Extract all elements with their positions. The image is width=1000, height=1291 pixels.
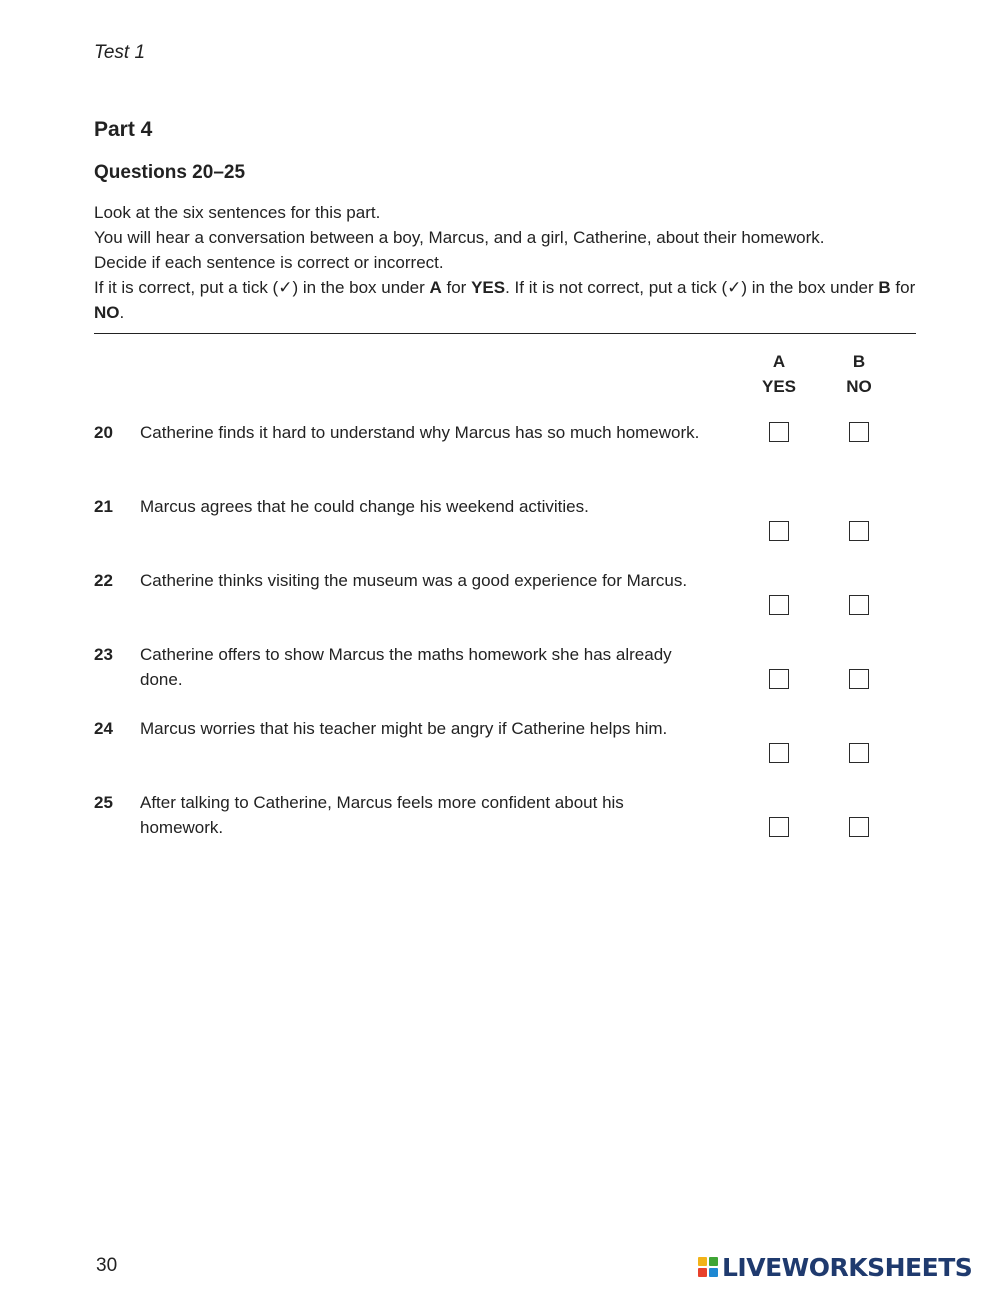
running-head: Test 1 xyxy=(94,42,146,63)
question-text: After talking to Catherine, Marcus feels more confident about his homework. xyxy=(140,793,624,837)
answer-box-no[interactable] xyxy=(849,669,869,689)
liveworksheets-logo xyxy=(698,1252,972,1282)
question-number: 20 xyxy=(94,423,113,442)
answer-box-yes[interactable] xyxy=(769,521,789,541)
instruction-line-1: Look at the six sentences for this part. xyxy=(94,203,381,222)
answer-box-no[interactable] xyxy=(849,521,869,541)
questions-range-title: Questions 20–25 xyxy=(94,162,246,183)
question-number: 21 xyxy=(94,497,113,516)
instruction-text: If it is correct, put a tick (✓) in the box under xyxy=(94,278,430,297)
instructions xyxy=(94,200,924,325)
logo-text: LIVEWORKSHEETS xyxy=(722,1252,973,1282)
question-row-23 xyxy=(94,642,914,702)
logo-square xyxy=(709,1268,718,1277)
question-text: Marcus worries that his teacher might be angry if Catherine helps him. xyxy=(140,719,668,738)
page-number: 30 xyxy=(96,1255,118,1276)
answer-box-yes[interactable] xyxy=(769,669,789,689)
answer-box-no[interactable] xyxy=(849,595,869,615)
instruction-line-4 xyxy=(94,275,924,325)
question-number: 25 xyxy=(94,793,113,812)
logo-square xyxy=(698,1268,707,1277)
question-row-24 xyxy=(94,716,914,776)
instruction-line-3: Decide if each sentence is correct or incorrect. xyxy=(94,253,444,272)
question-row-22 xyxy=(94,568,914,628)
column-header-a xyxy=(749,349,809,399)
question-text: Catherine finds it hard to understand why Marcus has so much homework. xyxy=(140,423,700,442)
logo-square xyxy=(698,1257,707,1266)
answer-box-no[interactable] xyxy=(849,743,869,763)
question-row-20 xyxy=(94,420,914,480)
question-number: 24 xyxy=(94,719,113,738)
question-text: Catherine thinks visiting the museum was a good experience for Marcus. xyxy=(140,571,688,590)
instruction-emphasis: A xyxy=(429,278,442,297)
question-text: Marcus agrees that he could change his weekend activities. xyxy=(140,497,589,516)
part-title: Part 4 xyxy=(94,118,153,141)
column-a-label: YES xyxy=(761,377,797,396)
instruction-emphasis: B xyxy=(878,278,891,297)
column-b-letter: B xyxy=(852,352,866,371)
answer-box-yes[interactable] xyxy=(769,743,789,763)
question-number: 22 xyxy=(94,571,113,590)
answer-box-yes[interactable] xyxy=(769,817,789,837)
instruction-text: for xyxy=(890,278,916,297)
question-text: Catherine offers to show Marcus the maths homework she has already done. xyxy=(140,645,672,689)
answer-box-no[interactable] xyxy=(849,817,869,837)
instruction-text: . If it is not correct, put a tick (✓) in the box under xyxy=(505,278,879,297)
logo-mark-icon xyxy=(698,1257,718,1277)
column-b-label: NO xyxy=(846,377,872,396)
instruction-emphasis: NO xyxy=(94,303,120,322)
instruction-text: for xyxy=(441,278,472,297)
column-a-letter: A xyxy=(772,352,786,371)
question-row-21 xyxy=(94,494,914,554)
answer-box-yes[interactable] xyxy=(769,422,789,442)
column-header-b xyxy=(829,349,889,399)
answer-box-yes[interactable] xyxy=(769,595,789,615)
question-row-25 xyxy=(94,790,914,850)
instruction-text: . xyxy=(119,303,125,322)
divider-rule xyxy=(94,333,916,334)
logo-square xyxy=(709,1257,718,1266)
instruction-emphasis: YES xyxy=(471,278,506,297)
question-number: 23 xyxy=(94,645,113,664)
instruction-line-2: You will hear a conversation between a boy, Marcus, and a girl, Catherine, about their homework. xyxy=(94,228,825,247)
answer-box-no[interactable] xyxy=(849,422,869,442)
